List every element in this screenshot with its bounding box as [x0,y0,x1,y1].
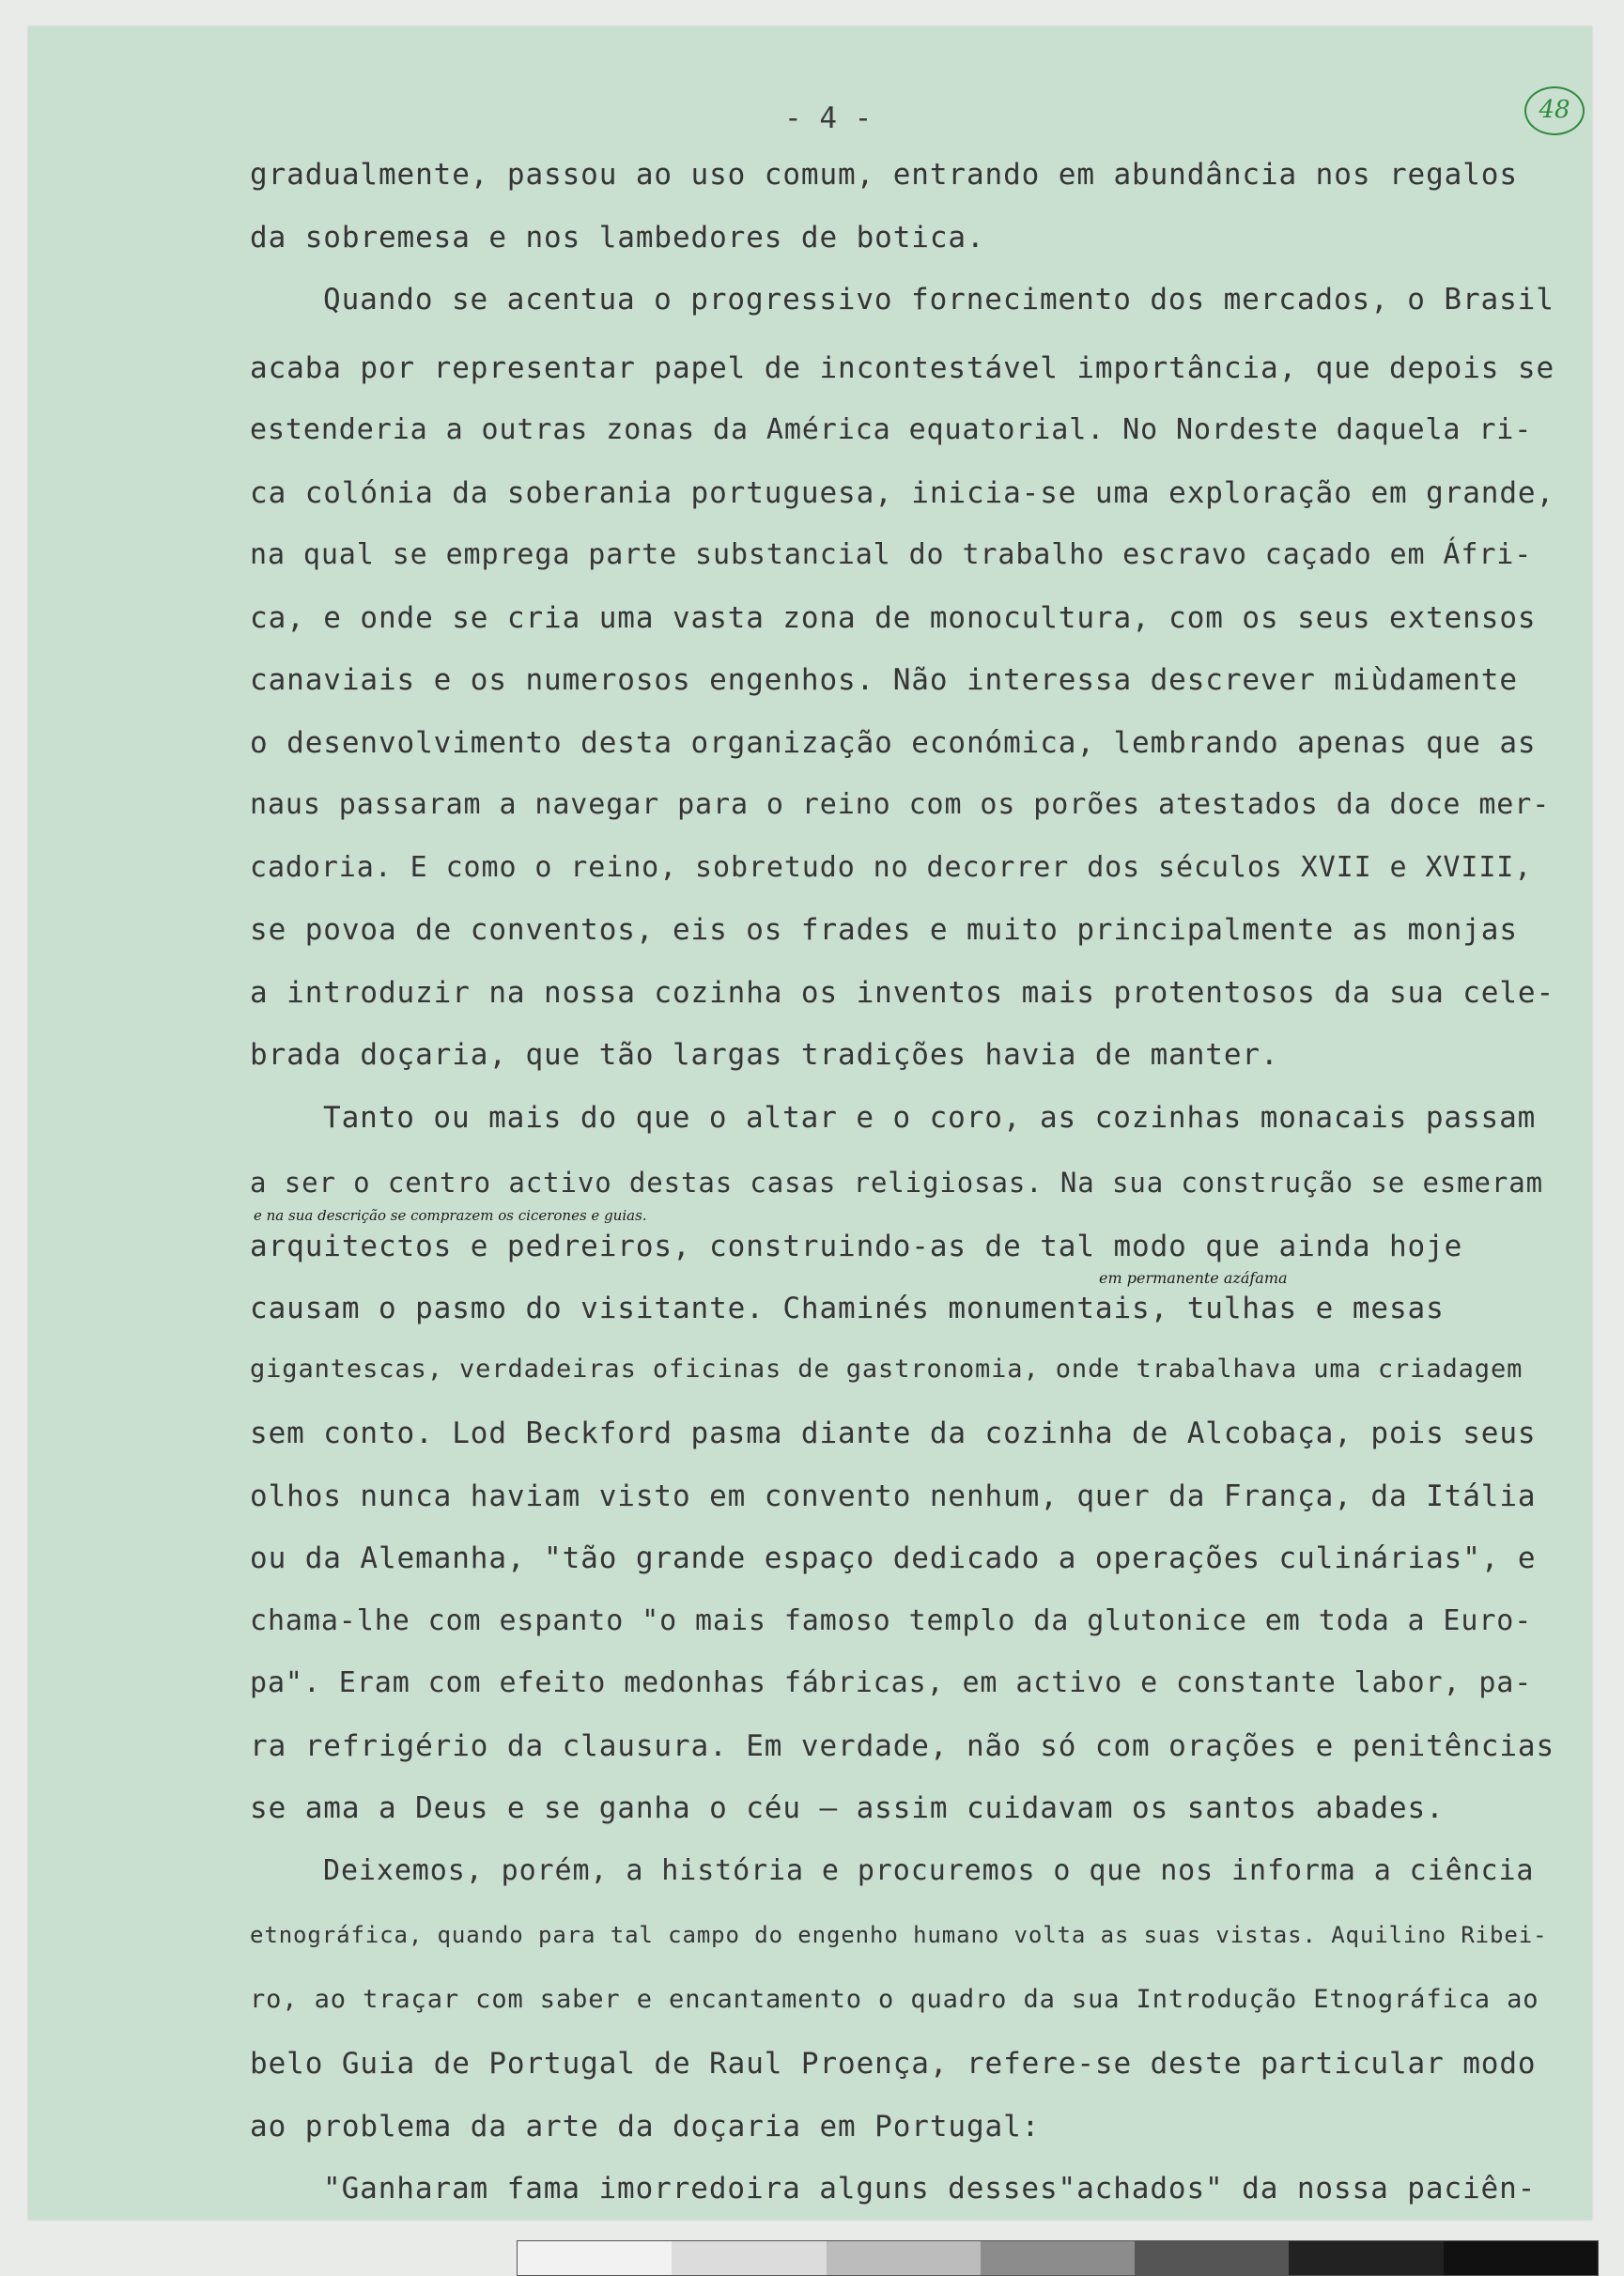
folio-stamp: 48 [1524,86,1585,135]
text-line: se povoa de conventos, eis os frades e muito principalmente as monjas [250,913,1518,947]
text-line: etnográfica, quando para tal campo do engenho humano volta as suas vistas. Aquilino Ribei- [250,1922,1548,1948]
text-line: pa". Eram com efeito medonhas fábricas, em activo e constante labor, pa- [250,1666,1533,1699]
text-line: olhos nunca haviam visto em convento nenhum, quer da França, da Itália [250,1479,1537,1513]
page-number: - 4 - [784,101,873,135]
text-line: a ser o centro activo destas casas religiosas. Na sua construção se esmeram [250,1167,1543,1199]
text-line: da sobremesa e nos lambedores de botica. [250,220,985,255]
text-line: ro, ao traçar com saber e encantamento o quadro da sua Introdução Etnográfica ao [250,1984,1539,2014]
text-line: belo Guia de Portugal de Raul Proença, refere-se deste particular modo [250,2047,1537,2081]
text-line: ao problema da arte da doçaria em Portugal: [250,2109,1041,2144]
text-line: o desenvolvimento desta organização económica, lembrando apenas que as [250,725,1537,760]
text-line: ou da Alemanha, "tão grande espaço dedicado a operações culinárias", e [250,1541,1537,1575]
text-line: Tanto ou mais do que o altar e o coro, as cozinhas monacais passam [323,1100,1537,1135]
text-line: arquitectos e pedreiros, construindo-as de tal modo que ainda hoje [250,1229,1463,1263]
document-page [28,26,1592,2220]
text-line: gigantescas, verdadeiras oficinas de gastronomia, onde trabalhava uma criadagem [250,1354,1523,1384]
color-scale-ruler [517,2240,1599,2276]
text-line: "Ganharam fama imorredoira alguns desses"achados" da nossa paciên- [323,2172,1537,2206]
handwritten-note: e na sua descrição se comprazem os cicerones e guias. [254,1206,647,1224]
text-line: ca colónia da soberania portuguesa, inicia-se uma exploração em grande, [250,475,1555,510]
text-line: se ama a Deus e se ganha o céu — assim cuidavam os santos abades. [250,1791,1445,1825]
text-line: gradualmente, passou ao uso comum, entrando em abundância nos regalos [250,158,1518,192]
text-line: cadoria. E como o reino, sobretudo no decorrer dos séculos XVII e XVIII, [250,850,1533,884]
text-line: ra refrigério da clausura. Em verdade, não só com orações e penitências [250,1728,1555,1763]
text-line: acaba por representar papel de incontestável importância, que depois se [250,350,1555,385]
text-line: chama-lhe com espanto "o mais famoso templo da glutonice em toda a Euro- [250,1603,1533,1637]
text-line: na qual se emprega parte substancial do trabalho escravo caçado em Áfri- [250,538,1533,571]
text-line: naus passaram a navegar para o reino com os porões atestados da doce mer- [250,788,1551,821]
handwritten-note: em permanente azáfama [1099,1269,1288,1287]
text-line: a introduzir na nossa cozinha os inventos mais protentosos da sua cele- [250,975,1555,1010]
text-line: canaviais e os numerosos engenhos. Não interessa descrever miùdamente [250,663,1518,697]
text-line: Quando se acentua o progressivo fornecimento dos mercados, o Brasil [323,283,1554,317]
text-line: brada doçaria, que tão largas tradições havia de manter. [250,1038,1279,1072]
text-line: causam o pasmo do visitante. Chaminés monumentais, tulhas e mesas [250,1292,1445,1325]
text-line: Deixemos, porém, a história e procuremos o que nos informa a ciência [323,1853,1535,1887]
text-line: ca, e onde se cria uma vasta zona de monocultura, com os seus extensos [250,600,1537,635]
text-line: sem conto. Lod Beckford pasma diante da cozinha de Alcobaça, pois seus [250,1417,1537,1450]
text-line: estenderia a outras zonas da América equatorial. No Nordeste daquela ri- [250,413,1533,446]
